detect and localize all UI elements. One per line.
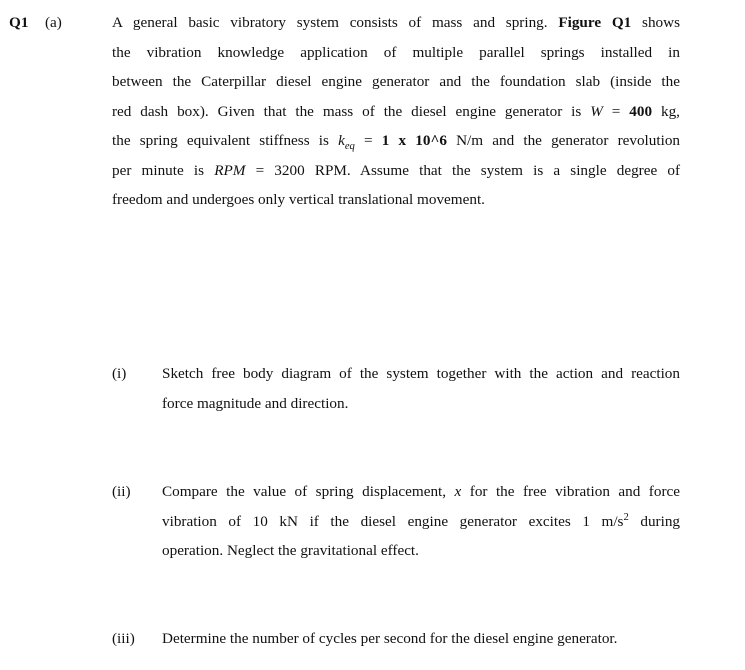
subpart-line <box>162 389 680 419</box>
intro-line <box>112 156 680 186</box>
text-run: for the free vibration and force <box>461 483 680 500</box>
text-run: = <box>354 132 382 149</box>
text-run: operation. Neglect the gravitational effect. <box>162 542 419 559</box>
text-run: W <box>590 102 603 120</box>
text-run: shows <box>631 14 681 31</box>
subpart-iii-text <box>162 624 680 654</box>
text-run: 1 x 10^6 <box>381 132 447 149</box>
text-run: force magnitude and direction. <box>162 394 349 412</box>
text-run: A general basic vibratory system consists of mass and spring. <box>112 14 559 31</box>
text-run: between the Caterpillar diesel engine generator and the foundation slab (inside the <box>112 73 680 90</box>
text-run: k <box>338 132 345 149</box>
text-run: freedom and undergoes only vertical translational movement. <box>112 191 485 208</box>
intro-line <box>112 38 680 68</box>
text-run: 400 <box>629 102 653 120</box>
subpart-line <box>162 507 680 537</box>
text-run: = <box>602 102 630 120</box>
text-run: = 3200 RPM. Assume that the system is a single degree of <box>245 161 681 179</box>
subpart-line <box>162 477 680 507</box>
intro-line <box>112 185 680 215</box>
subpart-ii-text <box>162 477 680 566</box>
subpart-line <box>162 359 680 389</box>
text-run: the spring equivalent stiffness is <box>112 132 339 149</box>
text-run: Compare the value of spring displacement, <box>162 483 455 500</box>
text-run: the vibration knowledge application of multiple parallel springs installed in <box>112 43 680 61</box>
intro-line <box>112 8 680 38</box>
text-run: 2 <box>623 511 629 523</box>
text-run: RPM <box>214 161 246 179</box>
subpart-i-label: (i) <box>112 365 127 382</box>
text-run: vibration of 10 kN if the diesel engine generator excites 1 m/s <box>162 512 624 530</box>
text-run: per minute is <box>112 161 215 179</box>
subpart-line <box>162 624 680 654</box>
text-run: Sketch free body diagram of the system together with the action and reaction <box>162 365 680 382</box>
text-run: red dash box). Given that the mass of the diesel engine generator is <box>112 102 591 120</box>
text-run: Determine the number of cycles per second for the diesel engine generator. <box>162 630 618 647</box>
text-run: x <box>454 483 462 500</box>
question-intro <box>112 8 680 215</box>
text-run: eq <box>344 141 355 153</box>
intro-line <box>112 126 680 156</box>
subpart-iii-label: (iii) <box>112 630 135 647</box>
question-part-label: (a) <box>45 14 62 31</box>
subpart-line <box>162 536 680 566</box>
text-run: Figure Q1 <box>558 14 632 31</box>
intro-line <box>112 97 680 127</box>
subpart-i-text <box>162 359 680 418</box>
text-run: kg, <box>652 102 680 120</box>
text-run: during <box>628 512 681 530</box>
question-number: Q1 <box>9 14 29 31</box>
text-run: N/m and the generator revolution <box>446 132 681 149</box>
intro-line <box>112 67 680 97</box>
subpart-ii-label: (ii) <box>112 483 131 500</box>
